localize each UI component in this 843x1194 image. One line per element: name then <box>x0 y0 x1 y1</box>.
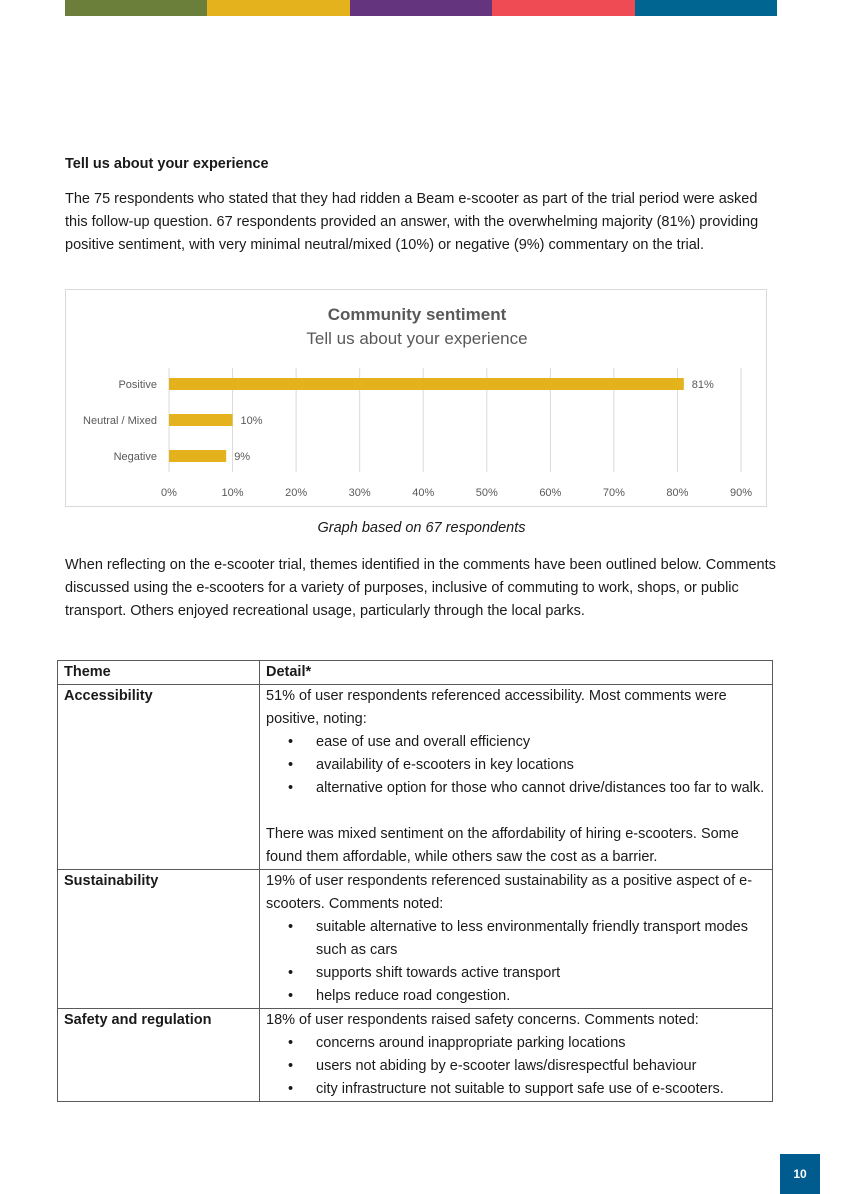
header-detail: Detail* <box>260 661 773 685</box>
chart-x-tick-label: 40% <box>412 487 435 499</box>
paragraph-spacer <box>266 800 766 823</box>
color-segment-red <box>492 0 634 16</box>
list-item: • users not abiding by e-scooter laws/disrespectful behaviour <box>266 1055 766 1078</box>
color-segment-green <box>65 0 207 16</box>
color-segment-purple <box>350 0 492 16</box>
chart-category-label: Negative <box>113 451 157 463</box>
list-item: • suitable alternative to less environmentally friendly transport modes such as cars <box>266 916 766 962</box>
table-header-row <box>58 661 773 685</box>
detail-cell <box>260 1009 773 1102</box>
color-header-bar <box>65 0 777 16</box>
reflection-paragraph: When reflecting on the e-scooter trial, themes identified in the comments have been outlined below. Comments discussed using the e-scooters for a variety of purposes, inclusive of commuting to work, shops, or public transport. Others enjoyed recreational usage, particularly through the local parks. <box>65 557 776 619</box>
chart-title: Community sentiment <box>327 305 507 324</box>
detail-bullet-list <box>266 916 766 1008</box>
chart-x-tick-label: 20% <box>285 487 308 499</box>
chart-x-tick-label: 90% <box>729 487 753 499</box>
table-row-accessibility <box>58 685 773 870</box>
chart-data-label: 81% <box>691 379 714 391</box>
theme-cell: Sustainability <box>58 870 260 1009</box>
color-segment-blue <box>635 0 777 16</box>
chart-x-tick-label: 0% <box>161 487 177 499</box>
chart-subtitle: Tell us about your experience <box>306 329 528 348</box>
color-segment-yellow <box>207 0 349 16</box>
theme-cell: Accessibility <box>58 685 260 870</box>
detail-cell <box>260 870 773 1009</box>
detail-lead: 51% of user respondents referenced accessibility. Most comments were positive, noting: <box>266 688 727 727</box>
list-item: • supports shift towards active transport <box>266 962 766 985</box>
chart-x-tick-label: 50% <box>475 487 498 499</box>
list-item: • ease of use and overall efficiency <box>266 731 766 754</box>
sentiment-chart <box>65 289 767 507</box>
list-item: • helps reduce road congestion. <box>266 985 766 1008</box>
themes-table <box>57 660 773 1102</box>
intro-paragraph: The 75 respondents who stated that they had ridden a Beam e-scooter as part of the trial period were asked this follow-up question. 67 respondents provided an answer, with the overwhelming majority (81%) providing positive sentiment, with very minimal neutral/mixed (10%) or negative (9%) commentary on the trial. <box>65 191 759 253</box>
table-row-safety <box>58 1009 773 1102</box>
detail-bullet-list <box>266 1032 766 1101</box>
theme-cell: Safety and regulation <box>58 1009 260 1102</box>
table-row-sustainability <box>58 870 773 1009</box>
list-item: • alternative option for those who cannot drive/distances too far to walk. <box>266 777 766 800</box>
chart-data-label: 10% <box>240 415 263 427</box>
chart-x-tick-label: 30% <box>348 487 371 499</box>
chart-x-tick-label: 70% <box>602 487 625 499</box>
detail-lead: 18% of user respondents raised safety concerns. Comments noted: <box>266 1012 699 1028</box>
chart-x-tick-label: 10% <box>221 487 244 499</box>
header-theme: Theme <box>58 661 260 685</box>
chart-bar <box>169 450 226 462</box>
page-number: 10 <box>780 1154 820 1194</box>
list-item: • concerns around inappropriate parking locations <box>266 1032 766 1055</box>
list-item: • city infrastructure not suitable to support safe use of e-scooters. <box>266 1078 766 1101</box>
detail-lead: 19% of user respondents referenced sustainability as a positive aspect of e-scooters. Comments noted: <box>266 873 753 912</box>
chart-x-tick-label: 80% <box>666 487 689 499</box>
chart-x-tick-label: 60% <box>539 487 562 499</box>
chart-bar <box>169 414 233 426</box>
section-heading: Tell us about your experience <box>65 156 269 172</box>
list-item: • availability of e-scooters in key locations <box>266 754 766 777</box>
chart-bar <box>169 378 684 390</box>
chart-category-label: Neutral / Mixed <box>83 415 157 427</box>
detail-tail: There was mixed sentiment on the affordability of hiring e-scooters. Some found them affordable, while others saw the cost as a barrier. <box>266 826 739 865</box>
chart-data-label: 9% <box>234 451 251 463</box>
sentiment-chart-svg <box>66 290 768 508</box>
chart-category-label: Positive <box>118 379 157 391</box>
detail-bullet-list <box>266 731 766 800</box>
detail-cell <box>260 685 773 870</box>
chart-caption: Graph based on 67 respondents <box>317 520 526 536</box>
